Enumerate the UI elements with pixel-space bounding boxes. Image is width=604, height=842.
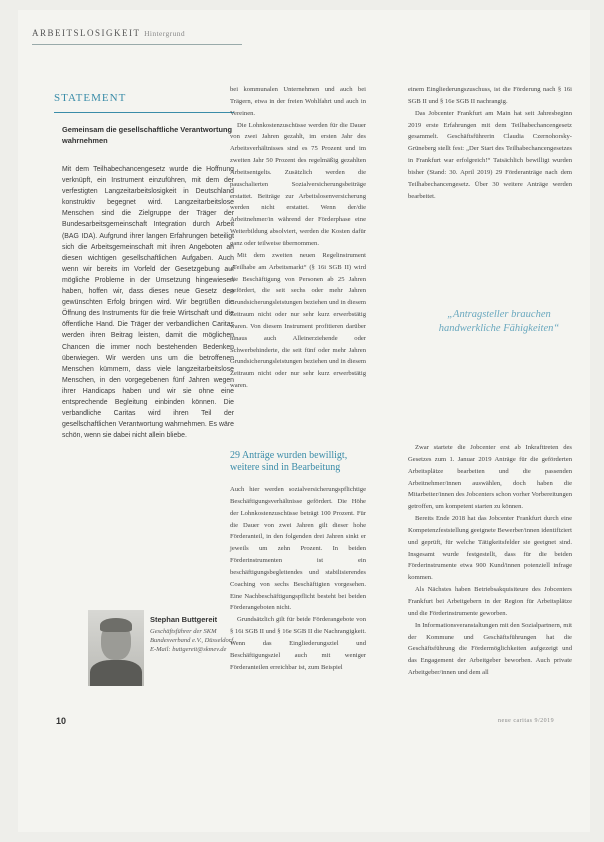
- article-paragraph: Zwar startete die Jobcenter erst ab Inkrafttreten des Gesetzes zum 1. Januar 2019 Anträge für die geförderten Arbeitsplätze bearbeiten und die passenden Arbeitnehmer/innen auswählen, doch haben die Mitarbeiter/innen des Jobcenters schon vorher Vorbereitungen getroffen, um kompetent starten zu können.: [408, 444, 573, 511]
- article-column-3-lower: [408, 442, 572, 679]
- article-paragraph: Grundsätzlich gilt für beide Förderangebote von § 16i SGB II und § 16e SGB II die Nachrangigkeit. Wenn das Eingliederungsziel und Beschäftigungsziel auch mit weniger Förderanteilen erreichbar ist, zum Beispiel: [230, 616, 366, 671]
- author-role: Geschäftsführer der SKM Bundesverband e.V., Düsseldorf, E-Mail: buttgereit@skmev.de: [150, 628, 235, 654]
- section-heading: 29 Anträge wurden bewilligt, weitere sind in Bearbeitung: [230, 450, 348, 473]
- subsection-title: Hintergrund: [144, 29, 186, 38]
- article-paragraph: In Informationsveranstaltungen mit den Sozialpartnern, mit der Kommune und Geschäftsführungen hat die Geschäftsführung die Fördermöglichkeiten aufgezeigt und das Engagement der Arbeitgeber beworben. Auch private Arbeitgeber/innen und dem all: [408, 621, 572, 677]
- magazine-footer: neue caritas 9/2019: [498, 718, 555, 724]
- running-header: [32, 28, 185, 38]
- article-column-2-lower: [230, 484, 366, 674]
- article-paragraph: einem Eingliederungszuschuss, ist die Förderung nach § 16i SGB II und § 16e SGB II nachrangig.: [408, 86, 572, 105]
- article-paragraph: bei kommunalen Unternehmen und auch bei Trägern, etwa in der freien Wohlfahrt und auch in Vereinen.: [230, 86, 366, 117]
- header-rule: [32, 44, 242, 45]
- magazine-page: [18, 10, 590, 832]
- page-number: 10: [56, 716, 67, 726]
- pull-quote: „Antragsteller brauchen handwerkliche Fähigkeiten“: [438, 309, 560, 334]
- statement-rule: [54, 112, 234, 113]
- article-column-2: [230, 84, 366, 392]
- article-paragraph: Die Lohnkostenzuschüsse werden für die Dauer von zwei Jahren gezahlt, im ersten Jahr des Arbeitsverhältnisses sind es 75 Prozent und im zweiten Jahr 50 Prozent des regelmäßig gezahlten Arbeitsentgelts. Zusätzlich werden die pauschalierten Sozialversicherungsbeiträge erstattet. Beiträge zur Arbeitslosenversicherung werden nicht erstattet. Wenn der/die Arbeitnehmer/in während der Förderphase eine Weiterbildung absolviert, werden die Kosten dafür ganz oder teilweise übernommen.: [230, 121, 366, 247]
- article-paragraph: Mit dem zweiten neuen Regelinstrument „Teilhabe am Arbeitsmarkt“ (§ 16i SGB II) wird die Beschäftigung von Personen ab 25 Jahren gefördert, die seit sechs oder mehr Jahren Grundsicherungsleistungen beziehen und in diesem Zeitraum nicht oder nur sehr kurz erwerbstätig waren. Von diesem Instrument profitieren darüber hinaus auch Alleinerziehende oder Schwerbehinderte, die seit fünf oder mehr Jahren Grundsicherungsleistungen beziehen und in diesem Zeitraum nicht oder nur sehr kurz erwerbstätig waren.: [230, 251, 366, 390]
- article-paragraph: Als Nächstes haben Betriebsakquisiteure des Jobcenters Frankfurt bei Arbeitgebern in der Region für Arbeitsplätze und die Förderinstrumente geworben.: [408, 586, 572, 617]
- article-paragraph: Bereits Ende 2018 hat das Jobcenter Frankfurt durch eine Kompetenzfeststellung geeignete Bewerber/innen identifiziert und geprüft, für welche Tätigkeitsfelder sie geeignet sind. Insgesamt wurde festgestellt, dass für die beiden Förderinstrumente etwa 900 Kund/innen potenziell infrage kommen.: [408, 515, 572, 582]
- article-paragraph: Auch hier werden sozialversicherungspflichtige Beschäftigungsverhältnisse gefördert. Die Höhe der Lohnkostenzuschüsse beträgt 100 Prozent. Für die Dauer von zwei Jahren gilt dieser hohe Förderanteil, in den folgenden drei Jahren sinkt er jeweils um zehn Prozent. In beiden Förderinstrumenten ist ein beschäftigungsbegleitendes und stabilisierendes Coaching von sechs Beschäftigten vorgesehen. Eine Nachbeschäftigungspflicht besteht bei beiden Förderangeboten nicht.: [230, 486, 366, 612]
- statement-subheading: Gemeinsam die gesellschaftliche Verantwortung wahrnehmen: [62, 125, 233, 145]
- author-name: Stephan Buttgereit: [150, 615, 218, 624]
- article-paragraph: Das Jobcenter Frankfurt am Main hat seit Jahresbeginn 2019 erste Erfahrungen mit dem Teilhabechancengesetz gesammelt. Geschäftsführerin Claudia Czernohorsky-Grüneberg stellt fest: „Der Start des Teilhabechancengesetzes in Frankfurt war erfolgreich!“ Tatsächlich bewilligt wurden bisher (Stand: 30. April 2019) 29 Förderanträge nach dem Teilhabechancengesetz. Über 30 weitere Anträge werden bearbeitet.: [408, 109, 572, 200]
- author-photo: [88, 610, 144, 686]
- statement-body: [62, 164, 234, 441]
- article-column-3: [408, 84, 572, 202]
- statement-paragraph: Mit dem Teilhabechancengesetz wurde die Hoffnung verknüpft, ein Instrument einzuführen, mit dem der verfestigten Langzeitarbeitslosigkeit in Deutschland konstruktiv begegnet wird. Langzeitarbeitslose Menschen sind die Zielgruppe der Träger der Bundesarbeitsgemeinschaft Integration durch Arbeit (BAG IDA). Aufgrund ihrer langen Erfahrungen beteiligt sich die Arbeitsgemeinschaft mit ihren Angeboten an diesen wichtigen gesellschaftlichen Aufgaben. Auch wenn wir bereits im Vorfeld der Gesetzgebung auf mögliche Probleme in der Umsetzung hingewiesen haben, hoffen wir, dass dieses neue Gesetz den gewünschten Erfolg bringen wird. Wir begrüßen die Öffnung des Instruments für die freie Wirtschaft und die öffentliche Hand. Die Träger der verbandlichen Caritas werden ihren Beitrag leisten, damit die möglichen Chancen die immer noch bestehenden Bedenken überwiegen. Wir werden uns um die betroffenen Menschen kümmern, dass viele langzeitarbeitslose Menschen, in den vorgegebenen fünf Jahren wegen ihrer Handicaps haben und wir sie ohne eine entsprechende Begleitung einbinden können. Die verbandliche Caritas wird ihren Teil der gesellschaftlichen Verantwortung wahrnehmen. Es wäre schön, wenn sie dabei nicht allein bliebe.: [62, 166, 234, 440]
- statement-heading: STATEMENT: [54, 92, 127, 104]
- section-title: ARBEITSLOSIGKEIT: [32, 28, 141, 38]
